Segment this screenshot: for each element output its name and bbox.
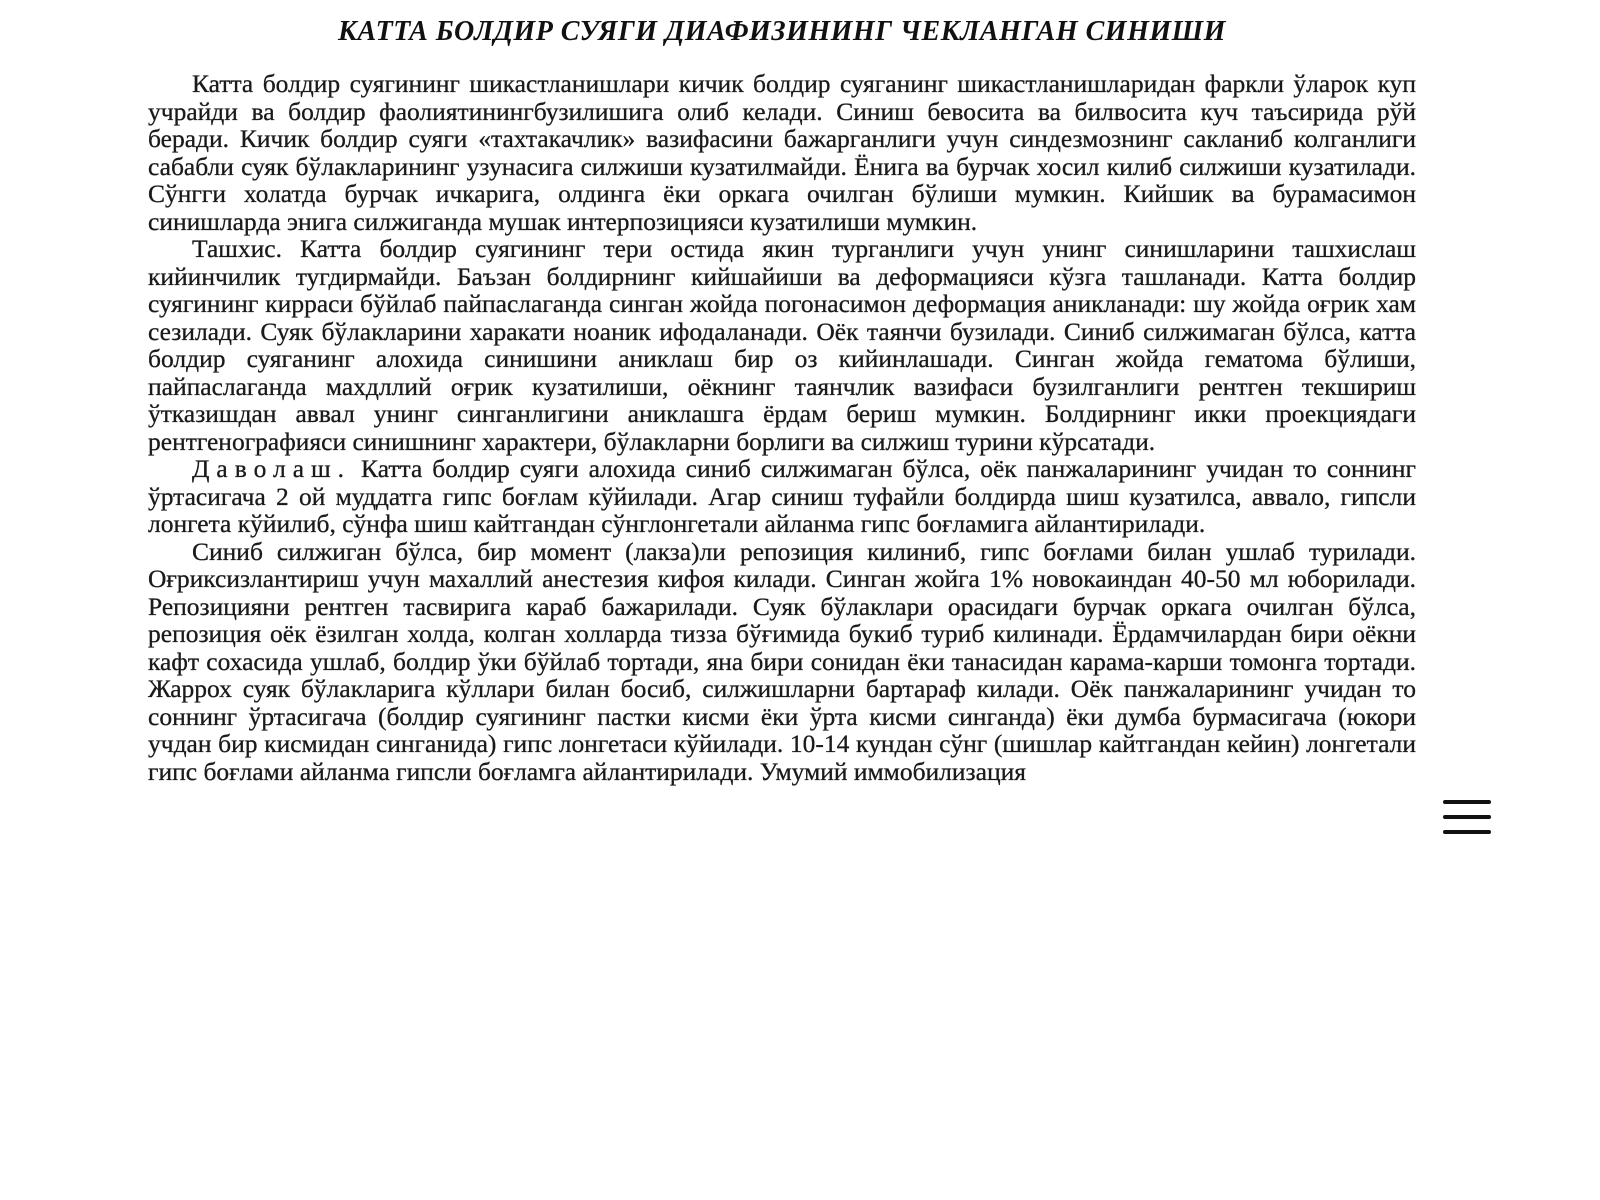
paragraph-fracture-overview: Катта болдир суягининг шикастланишлари кичик болдир суяганинг шикастланишларидан фаркли ўларок куп учрайди ва болдир фаолиятинингбузилишига олиб келади. Синиш бевосита ва билвосита куч таъсирида рўй беради. Кичик болдир суяги «тахтакачлик» вазифасини бажарганлиги учун синдезмознинг сакланиб колганлиги сабабли суяк бўлакларининг узунасига силжиши кузатилмайди. Ёнига ва бурчак хосил килиб силжиши кузатилади. Сўнгги холатда бурчак ичкарига, олдинга ёки оркага очилган бўлиши мумкин. Кийшик ва бурамасимон синишларда энига силжиганда мушак интерпозицияси кузатилиши мумкин.	[148, 69, 1416, 236]
paragraph-treatment	[148, 455, 1416, 538]
treatment-text: Катта болдир суяги алохида синиб силжимаган бўлса, оёк панжаларининг учидан то соннинг ўртасигача 2 ой муддатга гипс боғлам кўйилади. Агар синиш туфайли болдирда шиш кузатилса, аввало, гипсли лонгета кўйилиб, сўнфа шиш кайтгандан сўнглонгетали айланма гипс боғламига айлантирилади.	[148, 454, 1416, 538]
hamburger-menu-icon	[1443, 800, 1491, 804]
document-title: КАТТА БОЛДИР СУЯГИ ДИАФИЗИНИНГ ЧЕКЛАНГАН СИНИШИ	[338, 16, 1226, 47]
treatment-lead-word: Даволаш.	[192, 454, 352, 483]
document-page	[148, 14, 1416, 785]
paragraph-diagnosis: Ташхис. Катта болдир суягининг тери остида якин турганлиги учун унинг синишларини ташхислаш кийинчилик тугдирмайди. Баъзан болдирнинг кийшайиши ва деформацияси кўзга ташланади. Катта болдир суягининг кирраси бўйлаб пайпаслаганда синган жойда погонасимон деформация аникланади: шу жойда оғрик хам сезилади. Суяк бўлакларини харакати ноаник ифодаланади. Оёк таянчи бузилади. Синиб силжимаган бўлса, катта болдир суяганинг алохида синишини аниклаш бир оз кийинлашади. Синган жойда гематома бўлиши, пайпаслаганда махдллий оғрик кузатилиши, оёкнинг таянчлик вазифаси бузилганлиги рентген текшириш ўтказишдан аввал унинг синганлигини аниклашга ёрдам бериш мумкин. Болдирнинг икки проекциядаги рентгенографияси синишнинг характери, бўлакларни борлиги ва силжиш турини кўрсатади.	[148, 234, 1416, 456]
hamburger-menu-icon-line-3	[1443, 830, 1491, 834]
hamburger-menu-button[interactable]	[1443, 800, 1491, 834]
hamburger-menu-icon-line-2	[1443, 815, 1491, 819]
paragraph-displaced-fracture: Синиб силжиган бўлса, бир момент (лакза)ли репозиция килиниб, гипс боғлами билан ушлаб турилади. Оғриксизлантириш учун махаллий анестезия кифоя килади. Синган жойга 1% новокаиндан 40-50 мл юборилади. Репозицияни рентген тасвирига караб бажарилади. Суяк бўлаклари орасидаги бурчак оркага очилган бўлса, репозиция оёк ёзилган холда, колган холларда тизза бўғимида букиб туриб килинади. Ёрдамчилардан бири оёкни кафт сохасида ушлаб, болдир ўки бўйлаб тортади, яна бири сонидан ёки танасидан карама-карши томонга тортади. Жаррох суяк бўлакларига кўллари билан босиб, силжишларни бартараф килади. Оёк панжаларининг учидан то соннинг ўртасигача (болдир суягининг пастки кисми ёки ўрта кисми синганда) ёки думба бурмасигача (юкори учдан бир кисмидан синганида) гипс лонгетаси кўйилади. 10-14 кундан сўнг (шишлар кайтгандан кейин) лонгетали гипс боғлами айланма гипсли боғламга айлантирилади. Умумий иммобилизация	[148, 536, 1416, 786]
